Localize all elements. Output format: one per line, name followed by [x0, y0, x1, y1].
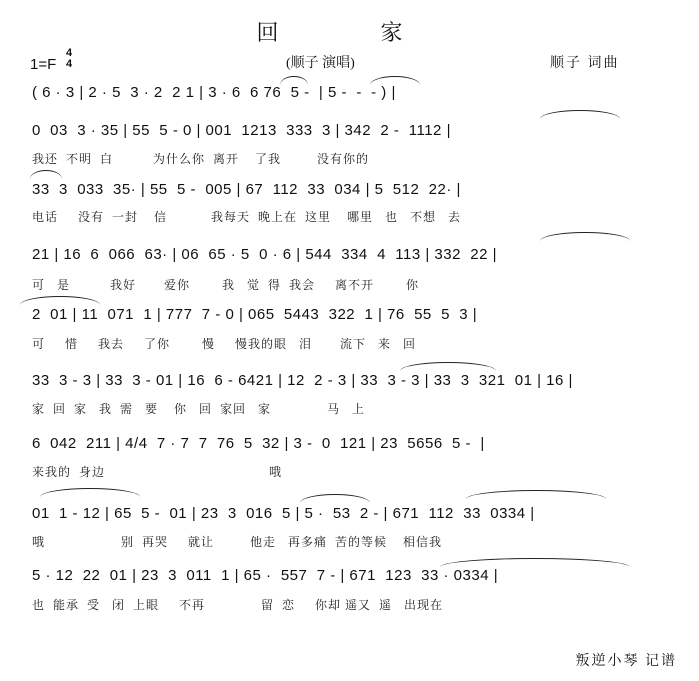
slur-arc: [30, 170, 62, 179]
singer-credit: (顺子 演唱): [286, 56, 355, 71]
key-signature: 1=F: [30, 56, 57, 73]
lyric-line: 哦 别 再哭 就让 他走 再多痛 苦的等候 相信我: [32, 535, 443, 549]
lyric-line: 来我的 身边 哦: [32, 465, 283, 479]
notation-line: 21 | 16 6 066 63· | 06 65 · 5 0 · 6 | 544 334 4 113 | 332 22 |: [32, 246, 497, 263]
lyric-line: 电话 没有 一封 信 我每天 晚上在 这里 哪里 也 不想 去: [32, 210, 462, 224]
lyric-line: 我还 不明 白 为什么你 离开 了我 没有你的: [32, 152, 370, 166]
slur-arc: [280, 76, 308, 85]
notation-line: 01 1 - 12 | 65 5 - 01 | 23 3 016 5 | 5 · 53 2 - | 671 112 33 0334 |: [32, 505, 535, 522]
composer-credit: 顺子 词曲: [550, 56, 620, 71]
transcriber-credit: 叛逆小琴 记谱: [575, 654, 677, 669]
notation-line: 2 01 | 11 071 1 | 777 7 - 0 | 065 5443 322 1 | 76 55 5 3 |: [32, 306, 478, 323]
lyric-line: 也 能承 受 闭 上眼 不再 留 恋 你却 遥又 遥 出现在: [32, 598, 444, 612]
lyric-line: 家 回 家 我 需 要 你 回 家回 家 马 上: [32, 402, 366, 416]
notation-line: 5 · 12 22 01 | 23 3 011 1 | 65 · 557 7 - | 671 123 33 · 0334 |: [32, 567, 499, 584]
time-signature-top: 4: [66, 47, 73, 59]
time-signature: [66, 48, 72, 70]
song-title: 回 家: [256, 20, 443, 45]
notation-line: 6 042 211 | 4/4 7 · 7 7 76 5 32 | 3 - 0 121 | 23 5656 5 - |: [32, 435, 485, 452]
notation-line: 0 03 3 · 35 | 55 5 - 0 | 001 1213 333 3 | 342 2 - 1112 |: [32, 122, 451, 139]
lyric-line: 可 是 我好 爱你 我 觉 得 我会 离不开 你: [32, 278, 420, 292]
slur-arc: [440, 558, 630, 567]
slur-arc: [466, 490, 606, 499]
lyric-line: 可 惜 我去 了你 慢 慢我的眼 泪 流下 来 回: [32, 337, 417, 351]
time-signature-bottom: 4: [66, 58, 73, 70]
slur-arc: [40, 488, 140, 497]
notation-line: ( 6 · 3 | 2 · 5 3 · 2 2 1 | 3 · 6 6 76 5 - | 5 - - - ) |: [32, 84, 396, 101]
notation-line: 33 3 033 35· | 55 5 - 005 | 67 112 33 034 | 5 512 22· |: [32, 181, 461, 198]
slur-arc: [20, 296, 100, 305]
slur-arc: [540, 232, 630, 241]
slur-arc: [300, 494, 370, 503]
notation-line: 33 3 - 3 | 33 3 - 01 | 16 6 - 6421 | 12 2 - 3 | 33 3 - 3 | 33 3 321 01 | 16 |: [32, 372, 573, 389]
slur-arc: [400, 362, 496, 371]
slur-arc: [370, 76, 420, 85]
